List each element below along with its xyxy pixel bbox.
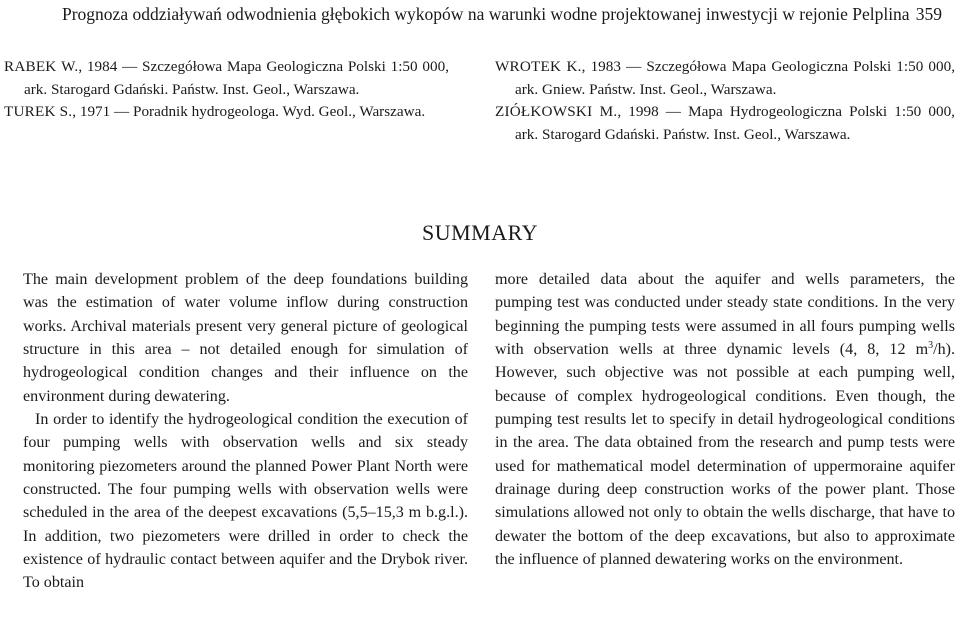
summary-heading: SUMMARY xyxy=(422,220,538,245)
running-header xyxy=(0,0,960,32)
summary-column-left xyxy=(23,268,468,595)
summary-paragraph: In order to identify the hydrogeological condition the execution of four pumping wells with observation wells and six steady monitoring piezometers around the planned Power Plant North were constructed. The four pumping wells with observation wells were scheduled in the area of the deepest excavations (5,5–15,3 m b.g.l.). In addition, two piezometers were drilled in order to check the existence of hydraulic contact between aquifer and the Drybok river. To obtain xyxy=(23,411,468,592)
references-right xyxy=(495,56,955,146)
reference-text: , 1983 — Szczegółowa Mapa Geologiczna Polski 1:50 000, ark. Gniew. Państw. Inst. Geol., Warszawa. xyxy=(515,58,955,98)
reference-item xyxy=(4,56,449,101)
reference-item xyxy=(4,101,449,124)
summary-paragraph xyxy=(495,268,955,571)
summary-paragraph: The main development problem of the deep foundations building was the estimation of water volume inflow during construction works. Archival materials present very general picture of geological structure in this area – not detailed enough for simulation of hydrogeological condition changes and their influence on the environment during dewatering. xyxy=(23,271,468,405)
reference-item xyxy=(495,56,955,101)
reference-author: TUREK S. xyxy=(4,103,73,120)
references-left xyxy=(4,56,449,124)
running-title: Prognoza oddziaływań odwodnienia głębokich wykopów na warunki wodne projektowanej inwestycji w rejonie Pelplina xyxy=(62,4,910,24)
reference-item xyxy=(495,101,955,146)
summary-text: more detailed data about the aquifer and wells parameters, the pumping test was conducted under steady state conditions. In the very beginning the pumping tests were assumed in all fours pumping wells with observation wells at three dynamic levels (4, 8, 12 m xyxy=(495,271,955,359)
summary-text: /h). However, such objective was not possible at each pumping well, because of complex hydrogeological conditions. Even though, the pumping test results let to specify in detail hydrogeological conditions in the area. The data obtained from the research and pump tests were used for mathematical model determination of uppermoraine aquifer drainage during deep construction works of the power plant. Those simulations allowed not only to obtain the wells discharge, that have to dewater the bottom of the deep excavations, but also to approximate the influence of planned dewatering works on the environment. xyxy=(495,341,955,569)
reference-author: ZIÓŁKOWSKI M. xyxy=(495,103,618,120)
reference-text: , 1971 — Poradnik hydrogeologa. Wyd. Geol., Warszawa. xyxy=(72,103,426,120)
reference-text: , 1984 — Szczegółowa Mapa Geologiczna Polski 1:50 000, ark. Starogard Gdański. Państw. Inst. Geol., Warszawa. xyxy=(24,58,449,98)
page-number: 359 xyxy=(915,4,942,24)
reference-text: , 1998 — Mapa Hydrogeologiczna Polski 1:50 000, ark. Starogard Gdański. Państw. Inst. Geol., Warszawa. xyxy=(515,103,955,143)
reference-author: WROTEK K. xyxy=(495,58,582,75)
reference-author: RABEK W. xyxy=(4,58,79,75)
superscript: 3 xyxy=(928,340,934,352)
summary-column-right xyxy=(495,268,955,571)
